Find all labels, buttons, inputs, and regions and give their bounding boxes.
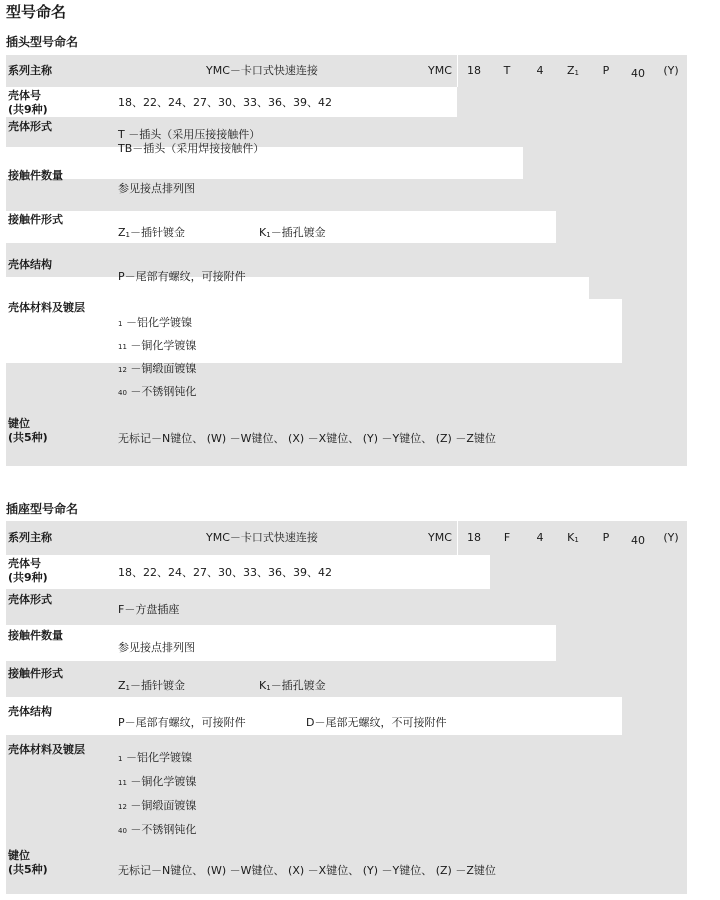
series-label: 系列主称 <box>8 531 52 544</box>
structure-text-d: D－尾部无螺纹，不可接附件 <box>306 716 447 729</box>
material-item: 11 －铜化学镀镍 <box>118 339 197 352</box>
key-text: 无标记－N键位、 (W) －W键位、 (X) －X键位、 (Y) －Y键位、 (Z) －Z键位 <box>118 432 496 445</box>
plug-heading: 插头型号命名 <box>6 35 79 49</box>
shell-form-line1: T －插头（采用压接接触件） <box>118 128 261 141</box>
contact-count-label: 接触件数量 <box>8 169 63 182</box>
contact-k: $K_1-$插孔镀金 <box>259 226 326 239</box>
contact-form-label: 接触件形式 <box>8 213 63 226</box>
structure-label: 壳体结构 <box>8 258 52 271</box>
structure-text: P－尾部有螺纹，可接附件 <box>118 270 246 283</box>
contact-count-text: 参见接点排列图 <box>118 641 195 654</box>
code-key: (Y) <box>663 531 679 544</box>
structure-label: 壳体结构 <box>8 705 52 718</box>
code-contact-count: 4 <box>536 64 544 77</box>
code-shell-form: T <box>503 64 511 77</box>
code-material: 40 <box>631 67 645 80</box>
contact-count-label: 接触件数量 <box>8 629 63 642</box>
socket-heading: 插座型号命名 <box>6 502 79 516</box>
code-structure: P <box>602 64 610 77</box>
material-item: 12 －铜缎面镀镍 <box>118 362 197 375</box>
material-label: 壳体材料及镀层 <box>8 743 85 756</box>
key-label: 键位 (共5种) <box>8 417 48 444</box>
code-structure: P <box>602 531 610 544</box>
code-contact-form: $K_1$ <box>567 531 579 544</box>
code-series: YMC <box>428 531 452 544</box>
socket-table <box>6 521 687 894</box>
code-material: 40 <box>631 534 645 547</box>
shell-form-text: F－方盘插座 <box>118 603 180 616</box>
series-text: YMC－卡口式快速连接 <box>206 64 318 77</box>
shell-form-label: 壳体形式 <box>8 593 52 606</box>
code-contact-count: 4 <box>536 531 544 544</box>
material-item: 11 －铜化学镀镍 <box>118 775 197 788</box>
code-series: YMC <box>428 64 452 77</box>
code-shell-form: F <box>503 531 511 544</box>
contact-count-text: 参见接点排列图 <box>118 182 195 195</box>
shell-form-label: 壳体形式 <box>8 120 52 133</box>
material-label: 壳体材料及镀层 <box>8 301 85 314</box>
series-label: 系列主称 <box>8 64 52 77</box>
page-title: 型号命名 <box>6 3 67 21</box>
material-item: 40 －不锈钢钝化 <box>118 823 197 836</box>
shell-form-line2: TB－插头（采用焊接接触件） <box>118 142 265 155</box>
key-label: 键位 (共5种) <box>8 849 48 876</box>
material-item: 1 －铝化学镀镍 <box>118 316 192 329</box>
contact-form-label: 接触件形式 <box>8 667 63 680</box>
shell-no-label: 壳体号 (共9种) <box>8 557 48 584</box>
code-contact-form: $Z_1$ <box>566 64 579 77</box>
contact-k: $K_1-$插孔镀金 <box>259 679 326 692</box>
shell-no-label: 壳体号 (共9种) <box>8 89 48 116</box>
code-key: (Y) <box>663 64 679 77</box>
code-shell-no: 18 <box>467 64 481 77</box>
material-item: 40 －不锈钢钝化 <box>118 385 197 398</box>
key-text: 无标记－N键位、 (W) －W键位、 (X) －X键位、 (Y) －Y键位、 (Z) －Z键位 <box>118 864 496 877</box>
shell-no-values: 18、22、24、27、30、33、36、39、42 <box>118 566 332 579</box>
material-item: 1 －铝化学镀镍 <box>118 751 192 764</box>
contact-z: $Z_1-$插针镀金 <box>118 679 186 692</box>
shell-no-values: 18、22、24、27、30、33、36、39、42 <box>118 96 332 109</box>
contact-z: $Z_1-$插针镀金 <box>118 226 186 239</box>
plug-table <box>6 55 687 466</box>
series-text: YMC－卡口式快速连接 <box>206 531 318 544</box>
code-shell-no: 18 <box>467 531 481 544</box>
material-item: 12 －铜缎面镀镍 <box>118 799 197 812</box>
structure-text-p: P－尾部有螺纹，可接附件 <box>118 716 246 729</box>
